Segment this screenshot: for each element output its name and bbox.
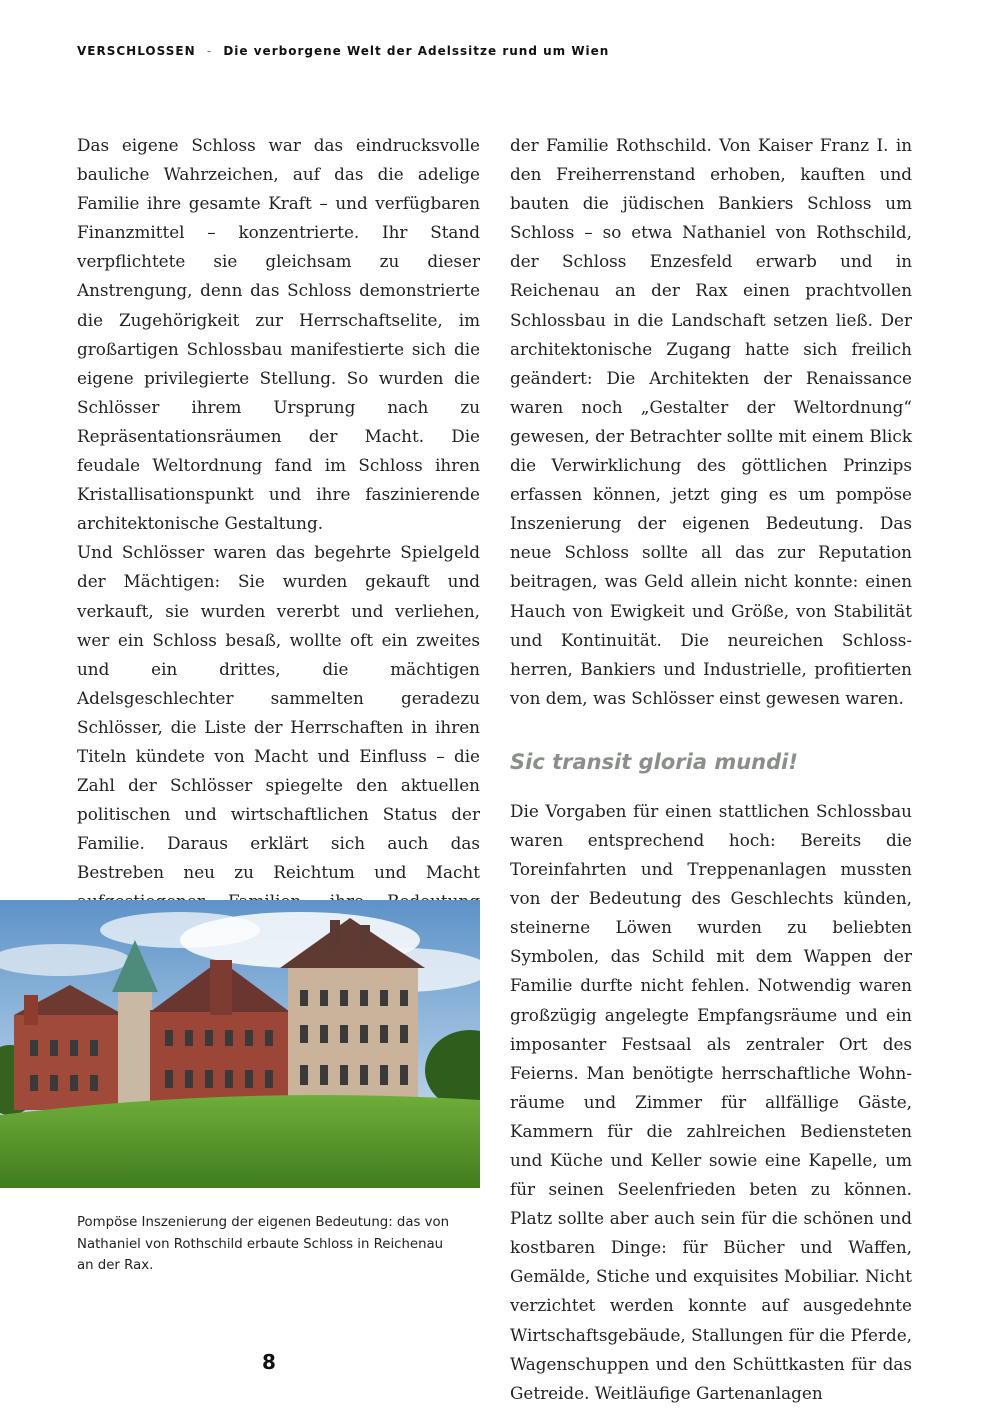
photo-caption: Pompöse Inszenierung der eigenen Bedeutung: das von Nathaniel von Rothschild erbaute Schloss in Reichenau an der Rax. bbox=[77, 1215, 450, 1274]
left-column bbox=[77, 131, 480, 1033]
header-separator: - bbox=[206, 44, 213, 58]
castle-photo bbox=[0, 900, 480, 1188]
right-column bbox=[510, 131, 912, 1408]
book-title: VERSCHLOSSEN bbox=[77, 44, 196, 58]
running-head bbox=[77, 44, 927, 58]
body-paragraph-3: der Familie Rothschild. Von Kaiser Franz I. in den Freiherrenstand erhoben, kauften und bauten die jüdischen Bankiers Schloss um Schloss – so etwa Nathaniel von Rothschild, der Schloss Enzesfeld erwarb und in Reichenau an der Rax einen prachtvollen Schlossbau in die Landschaft setzen ließ. Der architektonische Zugang hatte sich freilich geändert: Die Architekten der Renaissance waren noch „Gestalter der Weltordnung“ gewesen, der Betrachter sollte mit einem Blick die Verwirklichung des göttlichen Prinzips erfassen können, jetzt ging es um pompöse Inszenierung der eigenen Bedeutung. Das neue Schloss sollte all das zur Reputation beitragen, was Geld allein nicht konnte: einen Hauch von Ewigkeit und Größe, von Stabilität und Kontinuität. Die neureichen Schlossherren, Bankiers und Industrielle, profitierten von dem, was Schlösser einst gewesen waren. bbox=[510, 135, 912, 708]
body-paragraph-4: Die Vorgaben für einen stattlichen Schlossbau waren entsprechend hoch: Bereits die Toreinfahrten und Treppenanlagen mussten von der Bedeutung des Geschlechts künden, steinerne Löwen wurden zu beliebten Symbolen, das Schild mit dem Wappen der Familie durfte nicht fehlen. Notwendig waren großzügig angelegte Empfangsräume und ein imposanter Festsaal als zentraler Ort des Feierns. Man benötigte herrschaftliche Wohnräume und Zimmer für allfällige Gäste, Kammern für die zahlreichen Bediensteten und Küche und Keller sowie eine Kapelle, um für seinen Seelenfrieden beten zu können. Platz sollte aber auch sein für die schönen und kostbaren Dinge: für Bücher und Waffen, Gemälde, Stiche und exquisites Mobiliar. Nicht verzichtet werden konnte auf ausgedehnte Wirtschaftsgebäude, Stallungen für die Pferde, Wagenschuppen und den Schüttkasten für das Getreide. Weitläufige Gartenanlagen bbox=[510, 800, 912, 1403]
body-paragraph-2: Und Schlösser waren das begehrte Spielgeld der Mächtigen: Sie wurden gekauft und verkauft, sie wurden vererbt und verliehen, wer ein Schloss besaß, wollte oft ein zweites und ein drittes, die mächtigen Adelsgeschlechter sammelten geradezu Schlösser, die Liste der Herrschaften in ihren Titeln kündete von Macht und Einfluss – die Zahl der Schlösser spiegelte den aktuellen politischen und wirtschaftlichen Status der Familie. Daraus erklärt sich auch das Bestreben neu zu Reichtum und Macht bbox=[77, 542, 480, 883]
page-number: 8 bbox=[262, 1350, 276, 1374]
body-paragraph-1: Das eigene Schloss war das eindrucksvolle bauliche Wahrzeichen, auf das die adelige Familie ihre gesamte Kraft – und verfügbaren Finanzmittel – konzentrierte. Ihr Stand verpflichtete sie gleichsam zu dieser Anstrengung, denn das Schloss demonstrierte die Zugehörigkeit zur Herrschaftselite, im großartigen Schlossbau manifestierte sich die eigene privilegierte Stellung. So wurden die Schlösser ihrem Ursprung nach zu Repräsentationsräumen der Macht. Die feudale Weltordnung fand im Schloss ihren Kristallisationspunkt und ihre faszinierende architektonische Gestaltung. bbox=[77, 135, 480, 534]
section-heading: Sic transit gloria mundi! bbox=[510, 749, 798, 774]
book-subtitle: Die verborgene Welt der Adelssitze rund um Wien bbox=[223, 44, 610, 58]
